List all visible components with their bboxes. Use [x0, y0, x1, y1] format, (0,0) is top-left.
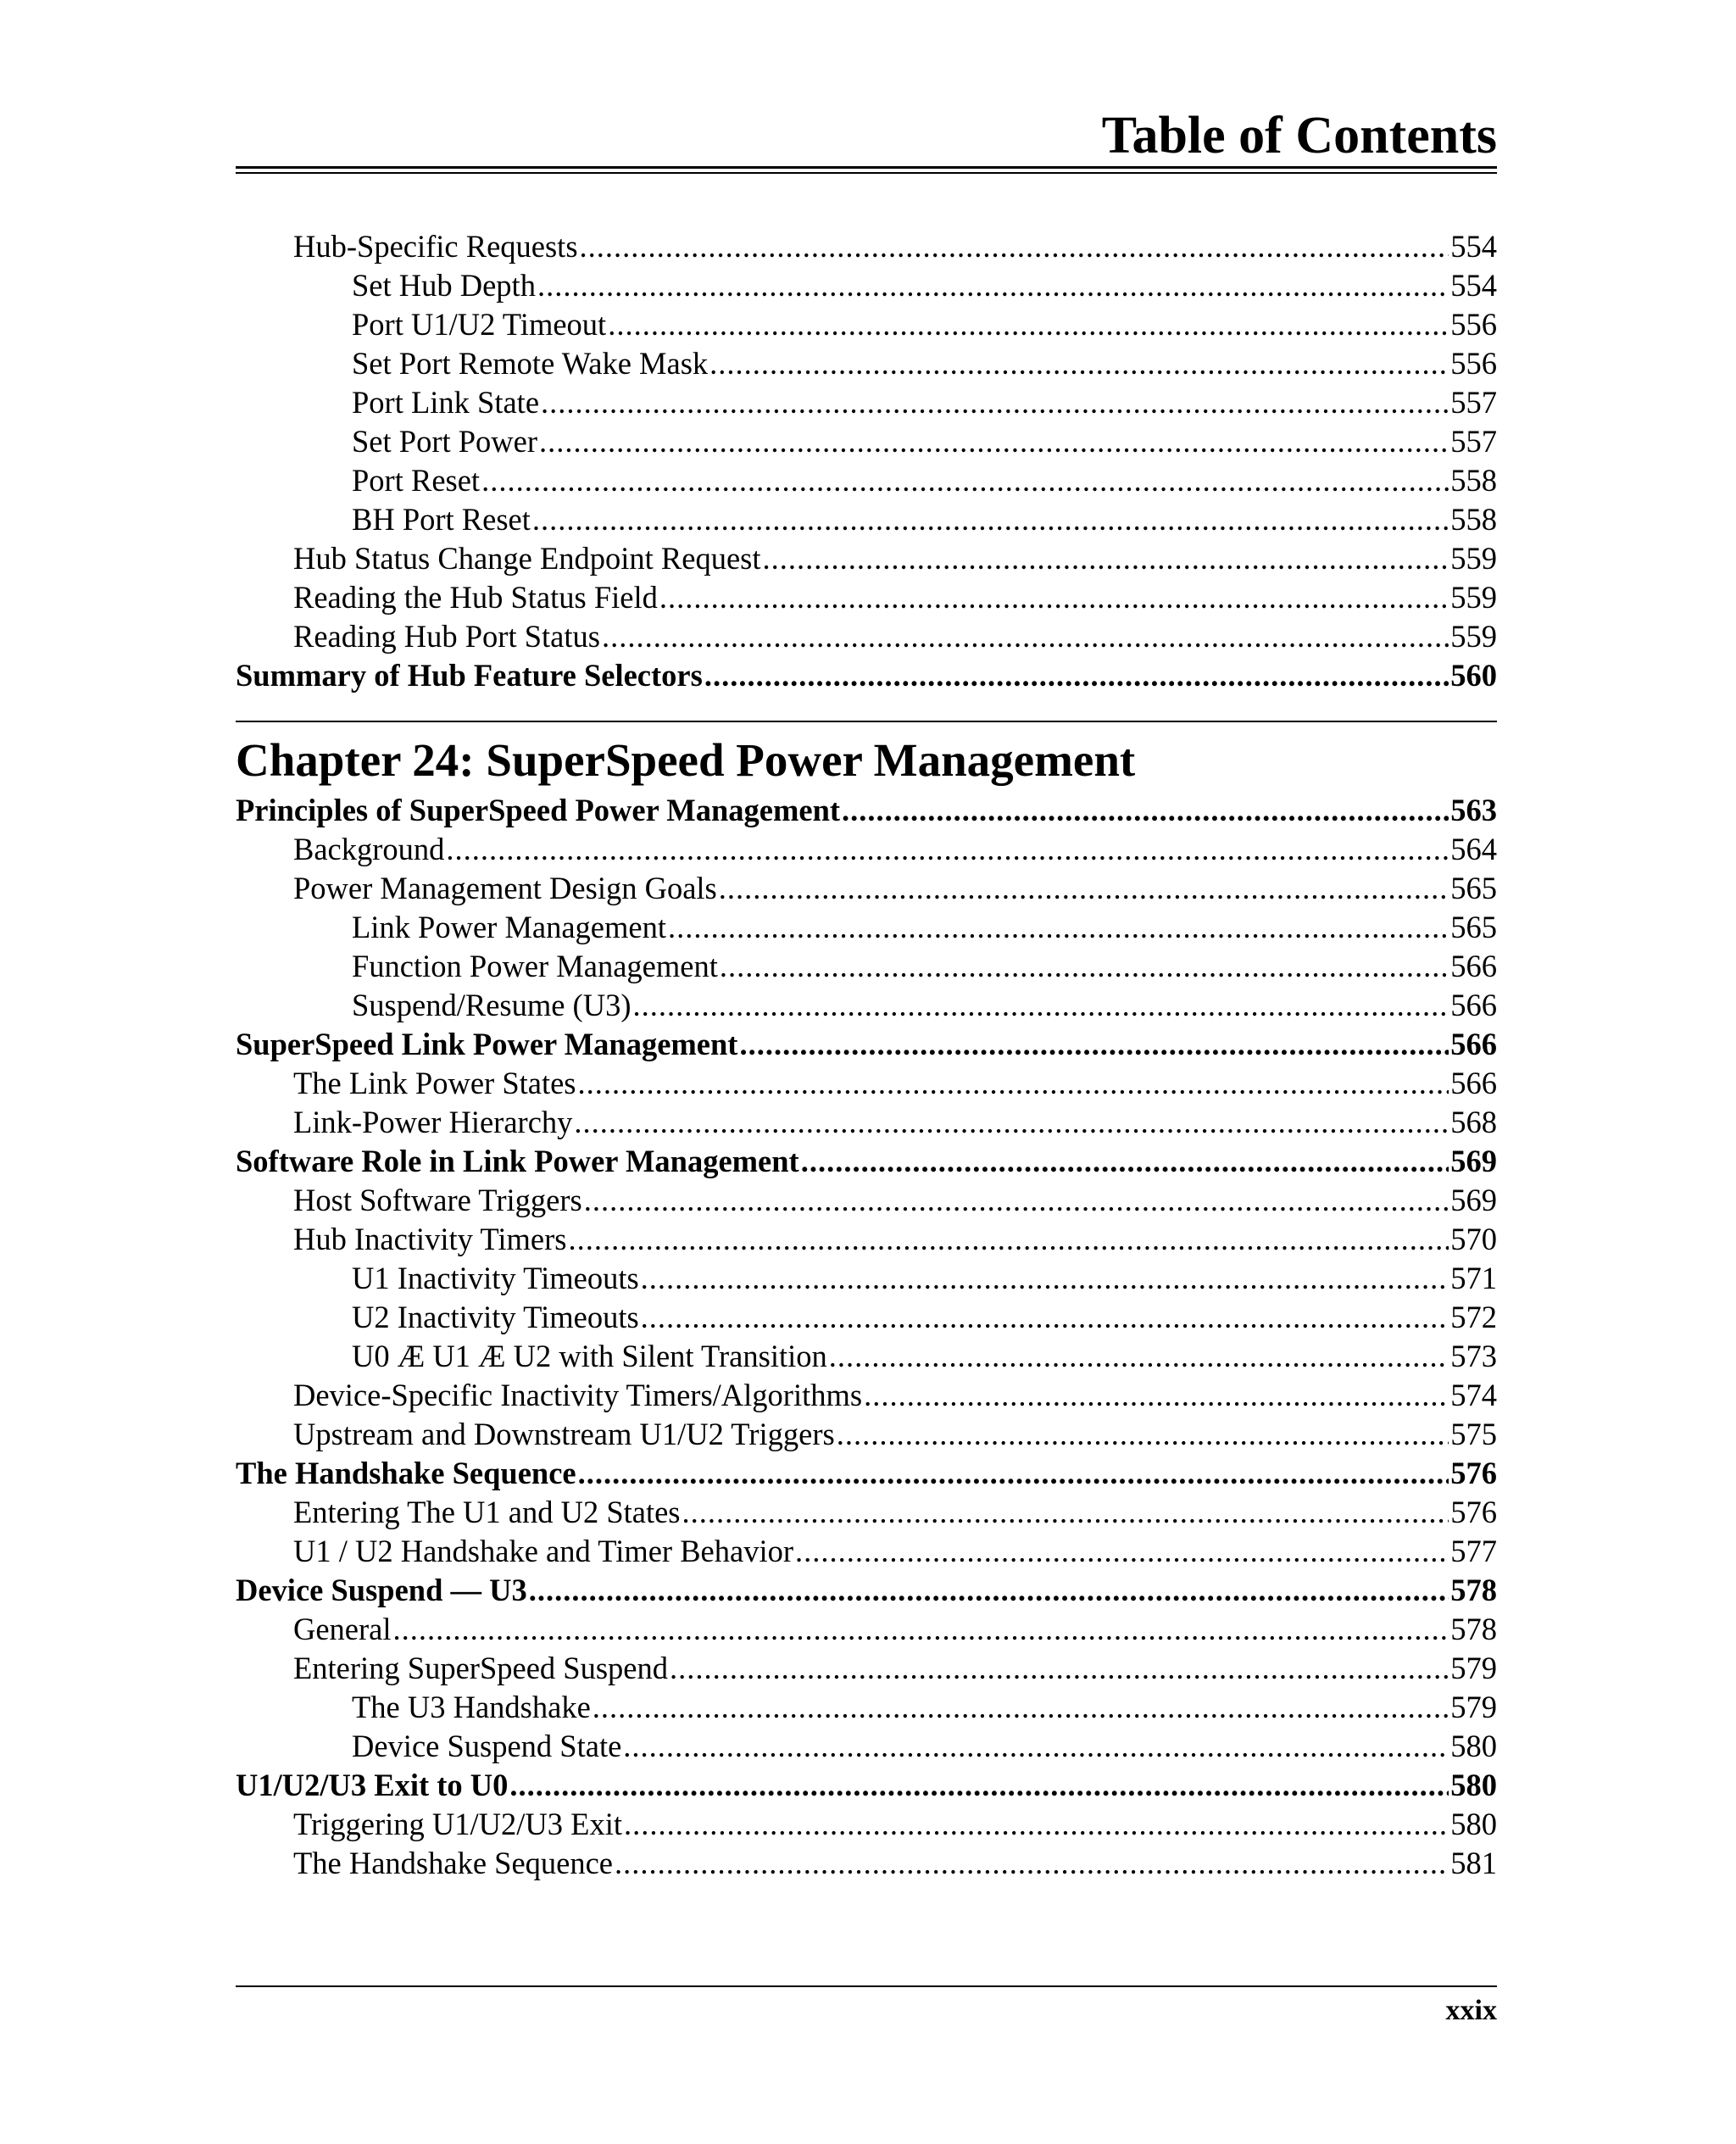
toc-entry-page-number: 578 — [1450, 1573, 1497, 1607]
toc-entry-label: The U3 Handshake — [352, 1690, 591, 1724]
toc-entry-label: Set Port Power — [352, 424, 537, 459]
toc-entry-page-number: 554 — [1450, 229, 1497, 264]
toc-entry-page-number: 558 — [1450, 502, 1497, 537]
toc-entry-page-number: 560 — [1450, 658, 1497, 693]
toc-entry[interactable] — [236, 947, 1497, 986]
toc-entry[interactable] — [236, 1454, 1497, 1493]
toc-leader-dots — [719, 869, 1449, 908]
toc-entry[interactable] — [236, 1727, 1497, 1766]
toc-leader-dots — [509, 1766, 1449, 1805]
toc-entry-label: Link-Power Hierarchy — [293, 1105, 573, 1139]
toc-section-continued — [236, 227, 1497, 695]
toc-entry[interactable] — [236, 578, 1497, 617]
toc-entry-page-number: 556 — [1450, 346, 1497, 381]
toc-entry-label: Reading Hub Port Status — [293, 619, 600, 654]
toc-leader-dots — [842, 791, 1449, 830]
toc-leader-dots — [529, 1571, 1449, 1610]
toc-leader-dots — [624, 1805, 1449, 1844]
toc-entry-label: Software Role in Link Power Management — [236, 1144, 799, 1178]
toc-leader-dots — [837, 1415, 1449, 1454]
toc-leader-dots — [632, 986, 1449, 1025]
toc-entry[interactable] — [236, 1181, 1497, 1220]
toc-leader-dots — [795, 1532, 1449, 1571]
toc-leader-dots — [739, 1025, 1449, 1064]
toc-entry-label: Reading the Hub Status Field — [293, 580, 658, 615]
toc-entry-label: Host Software Triggers — [293, 1183, 582, 1217]
toc-leader-dots — [668, 908, 1449, 947]
toc-entry[interactable] — [236, 1766, 1497, 1805]
toc-entry[interactable] — [236, 830, 1497, 869]
toc-leader-dots — [532, 500, 1449, 539]
toc-entry[interactable] — [236, 1259, 1497, 1298]
toc-entry[interactable] — [236, 986, 1497, 1025]
toc-entry-page-number: 556 — [1450, 307, 1497, 342]
toc-entry-page-number: 578 — [1450, 1612, 1497, 1646]
toc-entry-label: U0 Æ U1 Æ U2 with Silent Transition — [352, 1339, 827, 1373]
toc-entry-label: Principles of SuperSpeed Power Management — [236, 793, 841, 827]
toc-entry-label: Summary of Hub Feature Selectors — [236, 658, 703, 693]
toc-leader-dots — [623, 1727, 1449, 1766]
toc-entry-page-number: 580 — [1450, 1729, 1497, 1763]
toc-entry-page-number: 558 — [1450, 463, 1497, 498]
toc-entry[interactable] — [236, 1025, 1497, 1064]
toc-entry-label: Upstream and Downstream U1/U2 Triggers — [293, 1417, 835, 1451]
toc-leader-dots — [602, 617, 1449, 656]
toc-entry-page-number: 564 — [1450, 832, 1497, 866]
chapter-divider — [236, 721, 1497, 722]
toc-entry-page-number: 554 — [1450, 268, 1497, 303]
toc-leader-dots — [829, 1337, 1449, 1376]
toc-entry-page-number: 566 — [1450, 1027, 1497, 1061]
header-rule-thick — [236, 166, 1497, 169]
toc-entry[interactable] — [236, 461, 1497, 500]
toc-entry-label: Function Power Management — [352, 949, 718, 983]
toc-entry-page-number: 557 — [1450, 385, 1497, 420]
toc-entry-page-number: 572 — [1450, 1300, 1497, 1334]
toc-entry[interactable] — [236, 1532, 1497, 1571]
toc-entry-label: Background — [293, 832, 445, 866]
toc-entry[interactable] — [236, 1805, 1497, 1844]
toc-entry-page-number: 565 — [1450, 910, 1497, 944]
toc-entry-label: General — [293, 1612, 392, 1646]
toc-entry-label: Device Suspend State — [352, 1729, 622, 1763]
footer-page-number: xxix — [1445, 1995, 1497, 2026]
toc-entry-page-number: 576 — [1450, 1456, 1497, 1490]
toc-entry[interactable] — [236, 869, 1497, 908]
toc-entry-label: Hub Status Change Endpoint Request — [293, 541, 761, 576]
toc-entry[interactable] — [236, 305, 1497, 344]
toc-leader-dots — [593, 1688, 1449, 1727]
toc-entry-label: Entering SuperSpeed Suspend — [293, 1651, 668, 1685]
toc-entry[interactable] — [236, 617, 1497, 656]
toc-entry[interactable] — [236, 1844, 1497, 1883]
toc-leader-dots — [659, 578, 1449, 617]
toc-entry[interactable] — [236, 227, 1497, 266]
toc-leader-dots — [720, 947, 1449, 986]
toc-entry-label: Set Port Remote Wake Mask — [352, 346, 709, 381]
toc-entry-label: Hub Inactivity Timers — [293, 1222, 567, 1256]
toc-entry[interactable] — [236, 908, 1497, 947]
toc-entry-label: Port U1/U2 Timeout — [352, 307, 607, 342]
toc-leader-dots — [615, 1844, 1449, 1883]
toc-entry-page-number: 581 — [1450, 1846, 1497, 1880]
toc-entry-page-number: 569 — [1450, 1183, 1497, 1217]
toc-entry-label: U1 Inactivity Timeouts — [352, 1261, 639, 1295]
toc-entry[interactable] — [236, 656, 1497, 695]
toc-entry-page-number: 559 — [1450, 541, 1497, 576]
toc-entry-page-number: 559 — [1450, 619, 1497, 654]
toc-entry-label: Device-Specific Inactivity Timers/Algorithms — [293, 1378, 863, 1412]
toc-leader-dots — [670, 1649, 1449, 1688]
toc-entry-page-number: 557 — [1450, 424, 1497, 459]
toc-entry-label: U1/U2/U3 Exit to U0 — [236, 1768, 509, 1802]
toc-entry-page-number: 571 — [1450, 1261, 1497, 1295]
toc-entry[interactable] — [236, 1376, 1497, 1415]
toc-entry[interactable] — [236, 500, 1497, 539]
toc-entry-label: Power Management Design Goals — [293, 871, 717, 905]
toc-entry[interactable] — [236, 1415, 1497, 1454]
toc-entry[interactable] — [236, 1493, 1497, 1532]
toc-entry-page-number: 576 — [1450, 1495, 1497, 1529]
page-header-title: Table of Contents — [1101, 107, 1497, 164]
toc-leader-dots — [578, 1064, 1449, 1103]
toc-entry[interactable] — [236, 266, 1497, 305]
toc-leader-dots — [704, 656, 1449, 695]
toc-entry-page-number: 569 — [1450, 1144, 1497, 1178]
footer-rule — [236, 1985, 1497, 1987]
toc-entry-label: U2 Inactivity Timeouts — [352, 1300, 639, 1334]
toc-leader-dots — [539, 422, 1449, 461]
toc-section-chapter-24 — [236, 791, 1497, 1883]
toc-entry[interactable] — [236, 1220, 1497, 1259]
toc-leader-dots — [709, 344, 1449, 383]
toc-entry[interactable] — [236, 1103, 1497, 1142]
toc-leader-dots — [574, 1103, 1449, 1142]
toc-entry-page-number: 579 — [1450, 1651, 1497, 1685]
toc-entry-label: U1 / U2 Handshake and Timer Behavior — [293, 1534, 794, 1568]
toc-leader-dots — [763, 539, 1449, 578]
toc-entry-label: Suspend/Resume (U3) — [352, 988, 632, 1022]
toc-entry-label: Hub-Specific Requests — [293, 229, 578, 264]
toc-entry-page-number: 566 — [1450, 1066, 1497, 1100]
toc-entry-label: Entering The U1 and U2 States — [293, 1495, 681, 1529]
toc-leader-dots — [481, 461, 1449, 500]
toc-entry-label: Set Hub Depth — [352, 268, 536, 303]
toc-leader-dots — [608, 305, 1449, 344]
toc-entry-label: Triggering U1/U2/U3 Exit — [293, 1807, 622, 1841]
toc-entry-label: Port Reset — [352, 463, 481, 498]
toc-leader-dots — [568, 1220, 1449, 1259]
toc-entry[interactable] — [236, 1298, 1497, 1337]
toc-leader-dots — [682, 1493, 1449, 1532]
toc-leader-dots — [393, 1610, 1449, 1649]
toc-leader-dots — [864, 1376, 1449, 1415]
toc-entry-page-number: 574 — [1450, 1378, 1497, 1412]
toc-entry-page-number: 565 — [1450, 871, 1497, 905]
toc-entry-page-number: 566 — [1450, 949, 1497, 983]
toc-entry-page-number: 559 — [1450, 580, 1497, 615]
toc-entry[interactable] — [236, 539, 1497, 578]
header-rule-thin — [236, 172, 1497, 174]
toc-entry-page-number: 568 — [1450, 1105, 1497, 1139]
toc-entry[interactable] — [236, 1610, 1497, 1649]
toc-leader-dots — [641, 1259, 1449, 1298]
toc-entry[interactable] — [236, 344, 1497, 383]
toc-entry-page-number: 566 — [1450, 988, 1497, 1022]
toc-entry-page-number: 579 — [1450, 1690, 1497, 1724]
toc-entry-label: The Handshake Sequence — [293, 1846, 614, 1880]
toc-leader-dots — [584, 1181, 1449, 1220]
toc-entry-label: The Handshake Sequence — [236, 1456, 576, 1490]
toc-entry[interactable] — [236, 1571, 1497, 1610]
toc-entry-label: Device Suspend — U3 — [236, 1573, 527, 1607]
toc-entry-label: Port Link State — [352, 385, 540, 420]
toc-leader-dots — [801, 1142, 1449, 1181]
toc-entry[interactable] — [236, 1064, 1497, 1103]
toc-leader-dots — [446, 830, 1449, 869]
toc-entry-page-number: 573 — [1450, 1339, 1497, 1373]
toc-entry[interactable] — [236, 1649, 1497, 1688]
toc-entry-label: Link Power Management — [352, 910, 666, 944]
toc-entry[interactable] — [236, 422, 1497, 461]
toc-entry-label: SuperSpeed Link Power Management — [236, 1027, 738, 1061]
toc-leader-dots — [580, 227, 1449, 266]
toc-leader-dots — [578, 1454, 1449, 1493]
toc-leader-dots — [537, 266, 1449, 305]
toc-entry-label: BH Port Reset — [352, 502, 531, 537]
toc-leader-dots — [641, 1298, 1449, 1337]
toc-entry-page-number: 563 — [1450, 793, 1497, 827]
toc-entry-page-number: 580 — [1450, 1807, 1497, 1841]
toc-entry[interactable] — [236, 1337, 1497, 1376]
toc-entry[interactable] — [236, 1142, 1497, 1181]
toc-entry[interactable] — [236, 383, 1497, 422]
toc-entry-page-number: 580 — [1450, 1768, 1497, 1802]
toc-leader-dots — [541, 383, 1449, 422]
toc-entry[interactable] — [236, 791, 1497, 830]
toc-entry-page-number: 577 — [1450, 1534, 1497, 1568]
toc-entry[interactable] — [236, 1688, 1497, 1727]
toc-entry-page-number: 575 — [1450, 1417, 1497, 1451]
chapter-heading: Chapter 24: SuperSpeed Power Management — [236, 734, 1136, 786]
toc-entry-label: The Link Power States — [293, 1066, 576, 1100]
toc-entry-page-number: 570 — [1450, 1222, 1497, 1256]
